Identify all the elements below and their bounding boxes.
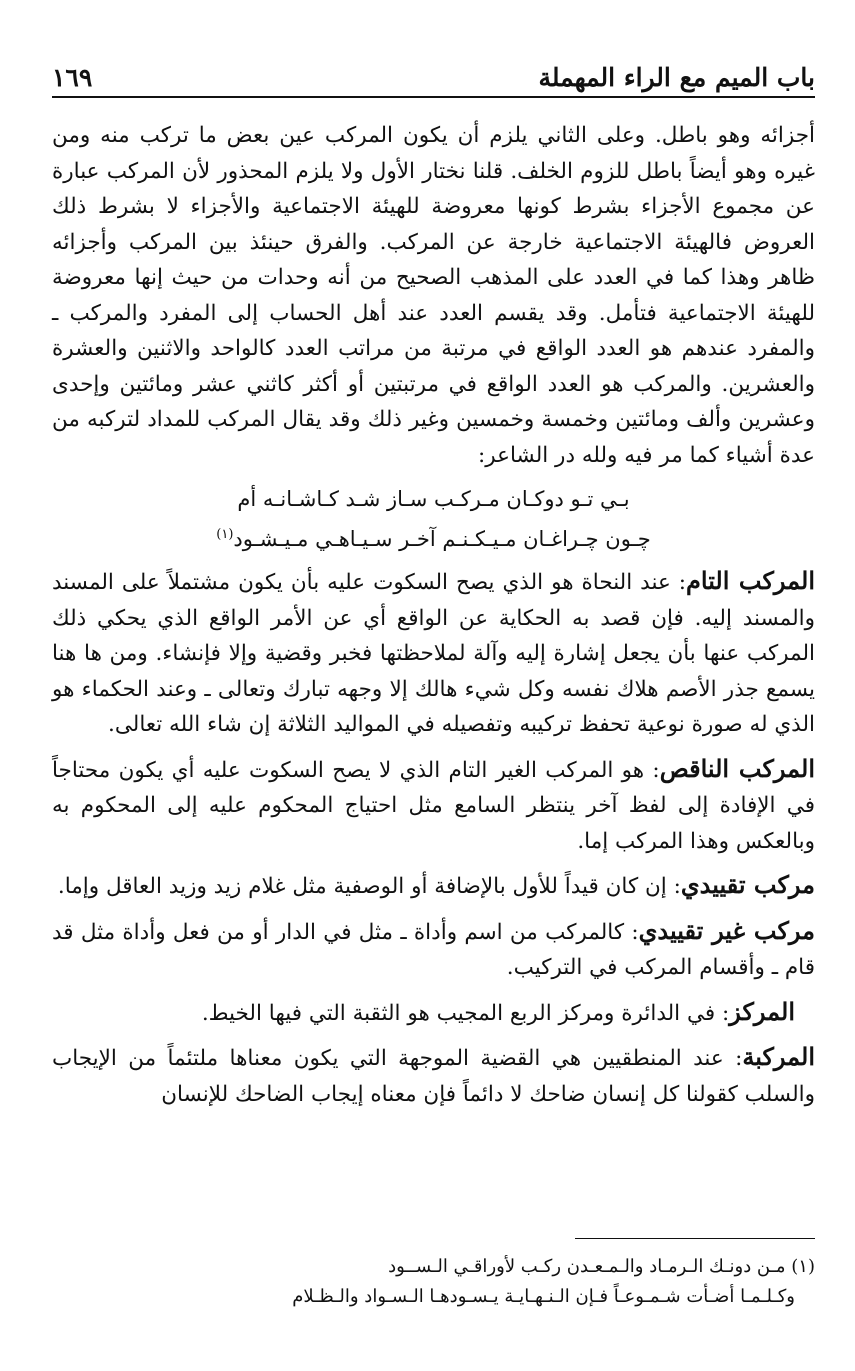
entry-term: مركب تقييدي	[680, 870, 815, 899]
paragraph-intro: أجزائه وهو باطل. وعلى الثاني يلزم أن يكون المركب عين بعض ما تركب منه ومن غيره وهو أيضاً باطل للزوم الخلف. قلنا نختار الأول ولا يلزم المحذور لأن المركب عبارة عن مجموع الأجزاء بشرط كونها معروضة للهيئة الاجتماعية والأجزاء لا بشرط ذلك العروض فالهيئة الاجتماعية خارجة عن المركب. والفرق حينئذ بين المركب وأجزائه ظاهر وهذا كما في العدد على المذهب الصحيح من أنه وحدات من حيث إنها معروضة للهيئة الاجتماعية فتأمل. وقد يقسم العدد عند أهل الحساب إلى المفرد والمركب ـ والمفرد عندهم هو العدد الواقع في مرتبة من مراتب العدد كالواحد والاثنين والعشرة والعشرين. والمركب هو العدد الواقع في مرتبتين أو أكثر كاثني عشر ومائتين وإحدى وعشرين وألف ومائتين وخمسة وخمسين وغير ذلك وقد يقال المركب للمداد لتركبه من عدة أشياء كما مر فيه ولله در الشاعر:	[52, 123, 815, 468]
page-body	[52, 118, 815, 1120]
entry-definition: : عند المنطقيين هي القضية الموجهة التي يكون معناها ملتئماً من الإيجاب والسلب كقولنا كل إنسان ضاحك لا دائماً فإن معناه إيجاب الضاحك للإنسان	[52, 1046, 815, 1107]
poem-verse	[52, 481, 815, 557]
footnote-ref[interactable]: (١)	[216, 527, 234, 542]
footnote-line-2: وكـلـمـا أضـأت شـمـوعـاً فـإن الـنـهـايـة يـسـودهـا الـسـواد والـظـلام	[292, 1286, 795, 1307]
entry-definition: : في الدائرة ومركز الربع المجيب هو الثقبة التي فيها الخيط.	[201, 1000, 730, 1026]
page-header	[52, 58, 815, 98]
entry-term: المركز	[729, 996, 795, 1026]
entry-term: المركب الناقص	[659, 753, 816, 783]
footnote	[52, 1252, 815, 1312]
entry-term: المركب التام	[686, 566, 815, 595]
entry-compound-proposition	[52, 1039, 815, 1112]
footnote-divider	[575, 1238, 815, 1239]
entry-complete-compound	[52, 563, 815, 743]
verse-line-2	[52, 517, 815, 557]
entry-term: المركبة	[742, 1042, 815, 1071]
entry-non-restrictive-compound	[52, 913, 815, 986]
verse-line-2-text: چـون چـراغـان مـيـكـنـم آخـر سـيـاهـي مـيـشـود	[233, 527, 651, 551]
entry-term: مركب غير تقييدي	[638, 915, 815, 945]
chapter-title: باب الميم مع الراء المهملة	[538, 63, 815, 92]
footnote-line-1: (١) مـن دونـك الـرمـاد والـمـعـدن ركـب لأوراقـي الـســود	[388, 1256, 815, 1277]
entry-incomplete-compound	[52, 751, 815, 860]
entry-definition: : عند النحاة هو الذي يصح السكوت عليه بأن يكون مشتملاً على المسند والمسند إليه. فإن قصد به الحكاية عن الواقع أي عن الأمر الواقع الذي يحكي ذلك المركب عنها بأن يجعل إشارة إليه وآلة لملاحظتها فخبر وقضية وإلا فإنشاء. ومن ها هنا يسمع جذر الأصم هلاك نفسه وكل شيء هالك إلا وجهه تبارك وتعالى ـ وعند الحكماء هو الذي له صورة نوعية تحفظ تركيبه وتفصيله في المواليد الثلاثة إن شاء الله تعالى.	[52, 570, 815, 737]
entry-definition: : كالمركب من اسم وأداة ـ مثل في الدار أو من فعل وأداة مثل قد قام ـ وأقسام المركب في التركيب.	[52, 919, 815, 980]
entry-center	[52, 994, 815, 1032]
verse-line-1: بـي تـو دوكـان مـركـب سـاز شـد كـاشـانـه أم	[237, 487, 630, 511]
page-number: ١٦٩	[52, 63, 93, 92]
entry-definition: : هو المركب الغير التام الذي لا يصح السكوت عليه أي يكون محتاجاً في الإفادة إلى لفظ آخر ينتظر السامع مثل احتياج المحكوم عليه إلى المحكوم به وبالعكس وهذا المركب إما.	[52, 757, 815, 854]
entry-restrictive-compound	[52, 867, 815, 905]
entry-definition: : إن كان قيداً للأول بالإضافة أو الوصفية مثل غلام زيد وزيد العاقل وإما.	[57, 874, 681, 899]
